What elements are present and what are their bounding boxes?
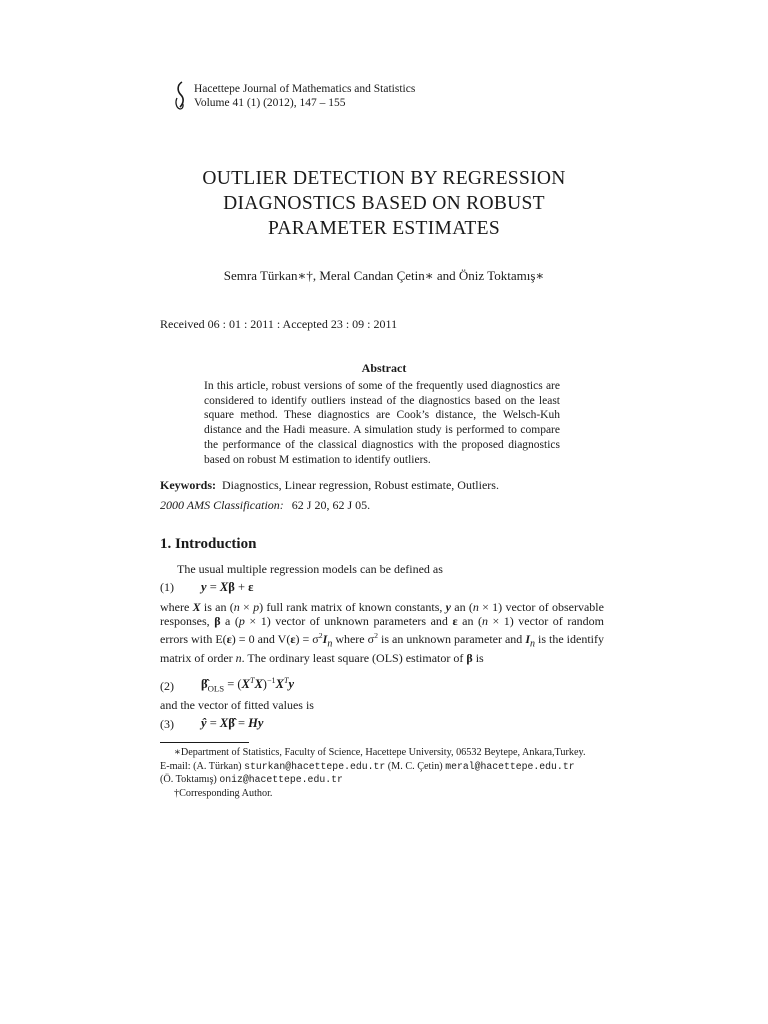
model-description: where X is an (n × p) full rank matrix of known constants, y an (n × 1) vector of observable responses, β a (p × 1) vector of unknown parameters and ε an (n × 1) vector of random errors with E(ε) = 0 and $V(\varepsilon) = \sigma^2I_n$ where $\sigma^2$ is an unknown parameter and $I_n$ is the identify matrix of order n. The ordinary least square (OLS) estimator of β is [160, 600, 604, 666]
keywords-label: Keywords: [160, 478, 216, 492]
paper-title [100, 166, 668, 241]
title-line-1: OUTLIER DETECTION BY REGRESSION [202, 168, 566, 189]
title-line-3: PARAMETER ESTIMATES [268, 218, 500, 239]
author-list: Semra Türkan∗†, Meral Candan Çetin∗ and Öniz Toktamış∗ [223, 268, 545, 283]
ams-classification [160, 498, 370, 513]
footnote-emails-2: (Ö. Toktamış) oniz@hacettepe.edu.tr [160, 774, 343, 785]
equation-3: ŷ = Xβ̂ = Hy [201, 716, 264, 730]
fitted-values-sentence: and the vector of fitted values is [160, 698, 314, 712]
email-link-3[interactable]: oniz@hacettepe.edu.tr [219, 774, 343, 785]
footnote-department: ∗Department of Statistics, Faculty of Science, Hacettepe University, 06532 Beytepe, Ankara,Turkey. [174, 747, 586, 758]
abstract-heading: Abstract [361, 361, 407, 375]
ams-label: 2000 AMS Classification: [160, 498, 284, 512]
journal-name: Hacettepe Journal of Mathematics and Statistics [194, 83, 416, 95]
journal-logo-icon [173, 81, 187, 111]
footnote-emails: E-mail: (A. Türkan) sturkan@hacettepe.edu.tr (M. C. Çetin) meral@hacettepe.edu.tr [160, 760, 575, 772]
ams-value: 62 J 20, 62 J 05. [291, 498, 371, 512]
journal-header [194, 82, 415, 110]
equation-2: $\betâ_{OLS} = (X^TX)^{-1}X^Ty$ [201, 676, 295, 694]
email-link-2[interactable]: meral@hacettepe.edu.tr [445, 760, 575, 772]
section-heading: 1. Introduction [160, 536, 257, 552]
title-line-2: DIAGNOSTICS BASED ON ROBUST [223, 193, 545, 214]
equation-1: y = Xβ + ε [201, 580, 254, 594]
journal-volume: Volume 41 (1) (2012), 147 – 155 [194, 97, 346, 109]
equation-3-number: (3) [160, 717, 174, 731]
intro-sentence: The usual multiple regression models can be defined as [177, 562, 443, 576]
keywords-value: Diagnostics, Linear regression, Robust estimate, Outliers. [222, 478, 499, 492]
footnotes [160, 746, 604, 800]
footnote-rule [160, 742, 249, 743]
equation-1-number: (1) [160, 580, 174, 594]
received-dates: Received 06 : 01 : 2011 : Accepted 23 : 09 : 2011 [160, 317, 398, 331]
email-link-1[interactable]: sturkan@hacettepe.edu.tr [244, 760, 386, 772]
keywords-line [160, 478, 499, 493]
equation-2-number: (2) [160, 679, 174, 693]
abstract-text: In this article, robust versions of some of the frequently used diagnostics are considered to identify outliers instead of the diagnostics based on the least square method. These diagnostics are Cook’s distance, the Welsch-Kuh distance and the Hadi measure. A simulation study is performed to compare the performance of the classical diagnostics with the proposed diagnostics based on robust M estimation to identify outliers. [204, 380, 560, 466]
footnote-corresponding: †Corresponding Author. [174, 787, 273, 799]
